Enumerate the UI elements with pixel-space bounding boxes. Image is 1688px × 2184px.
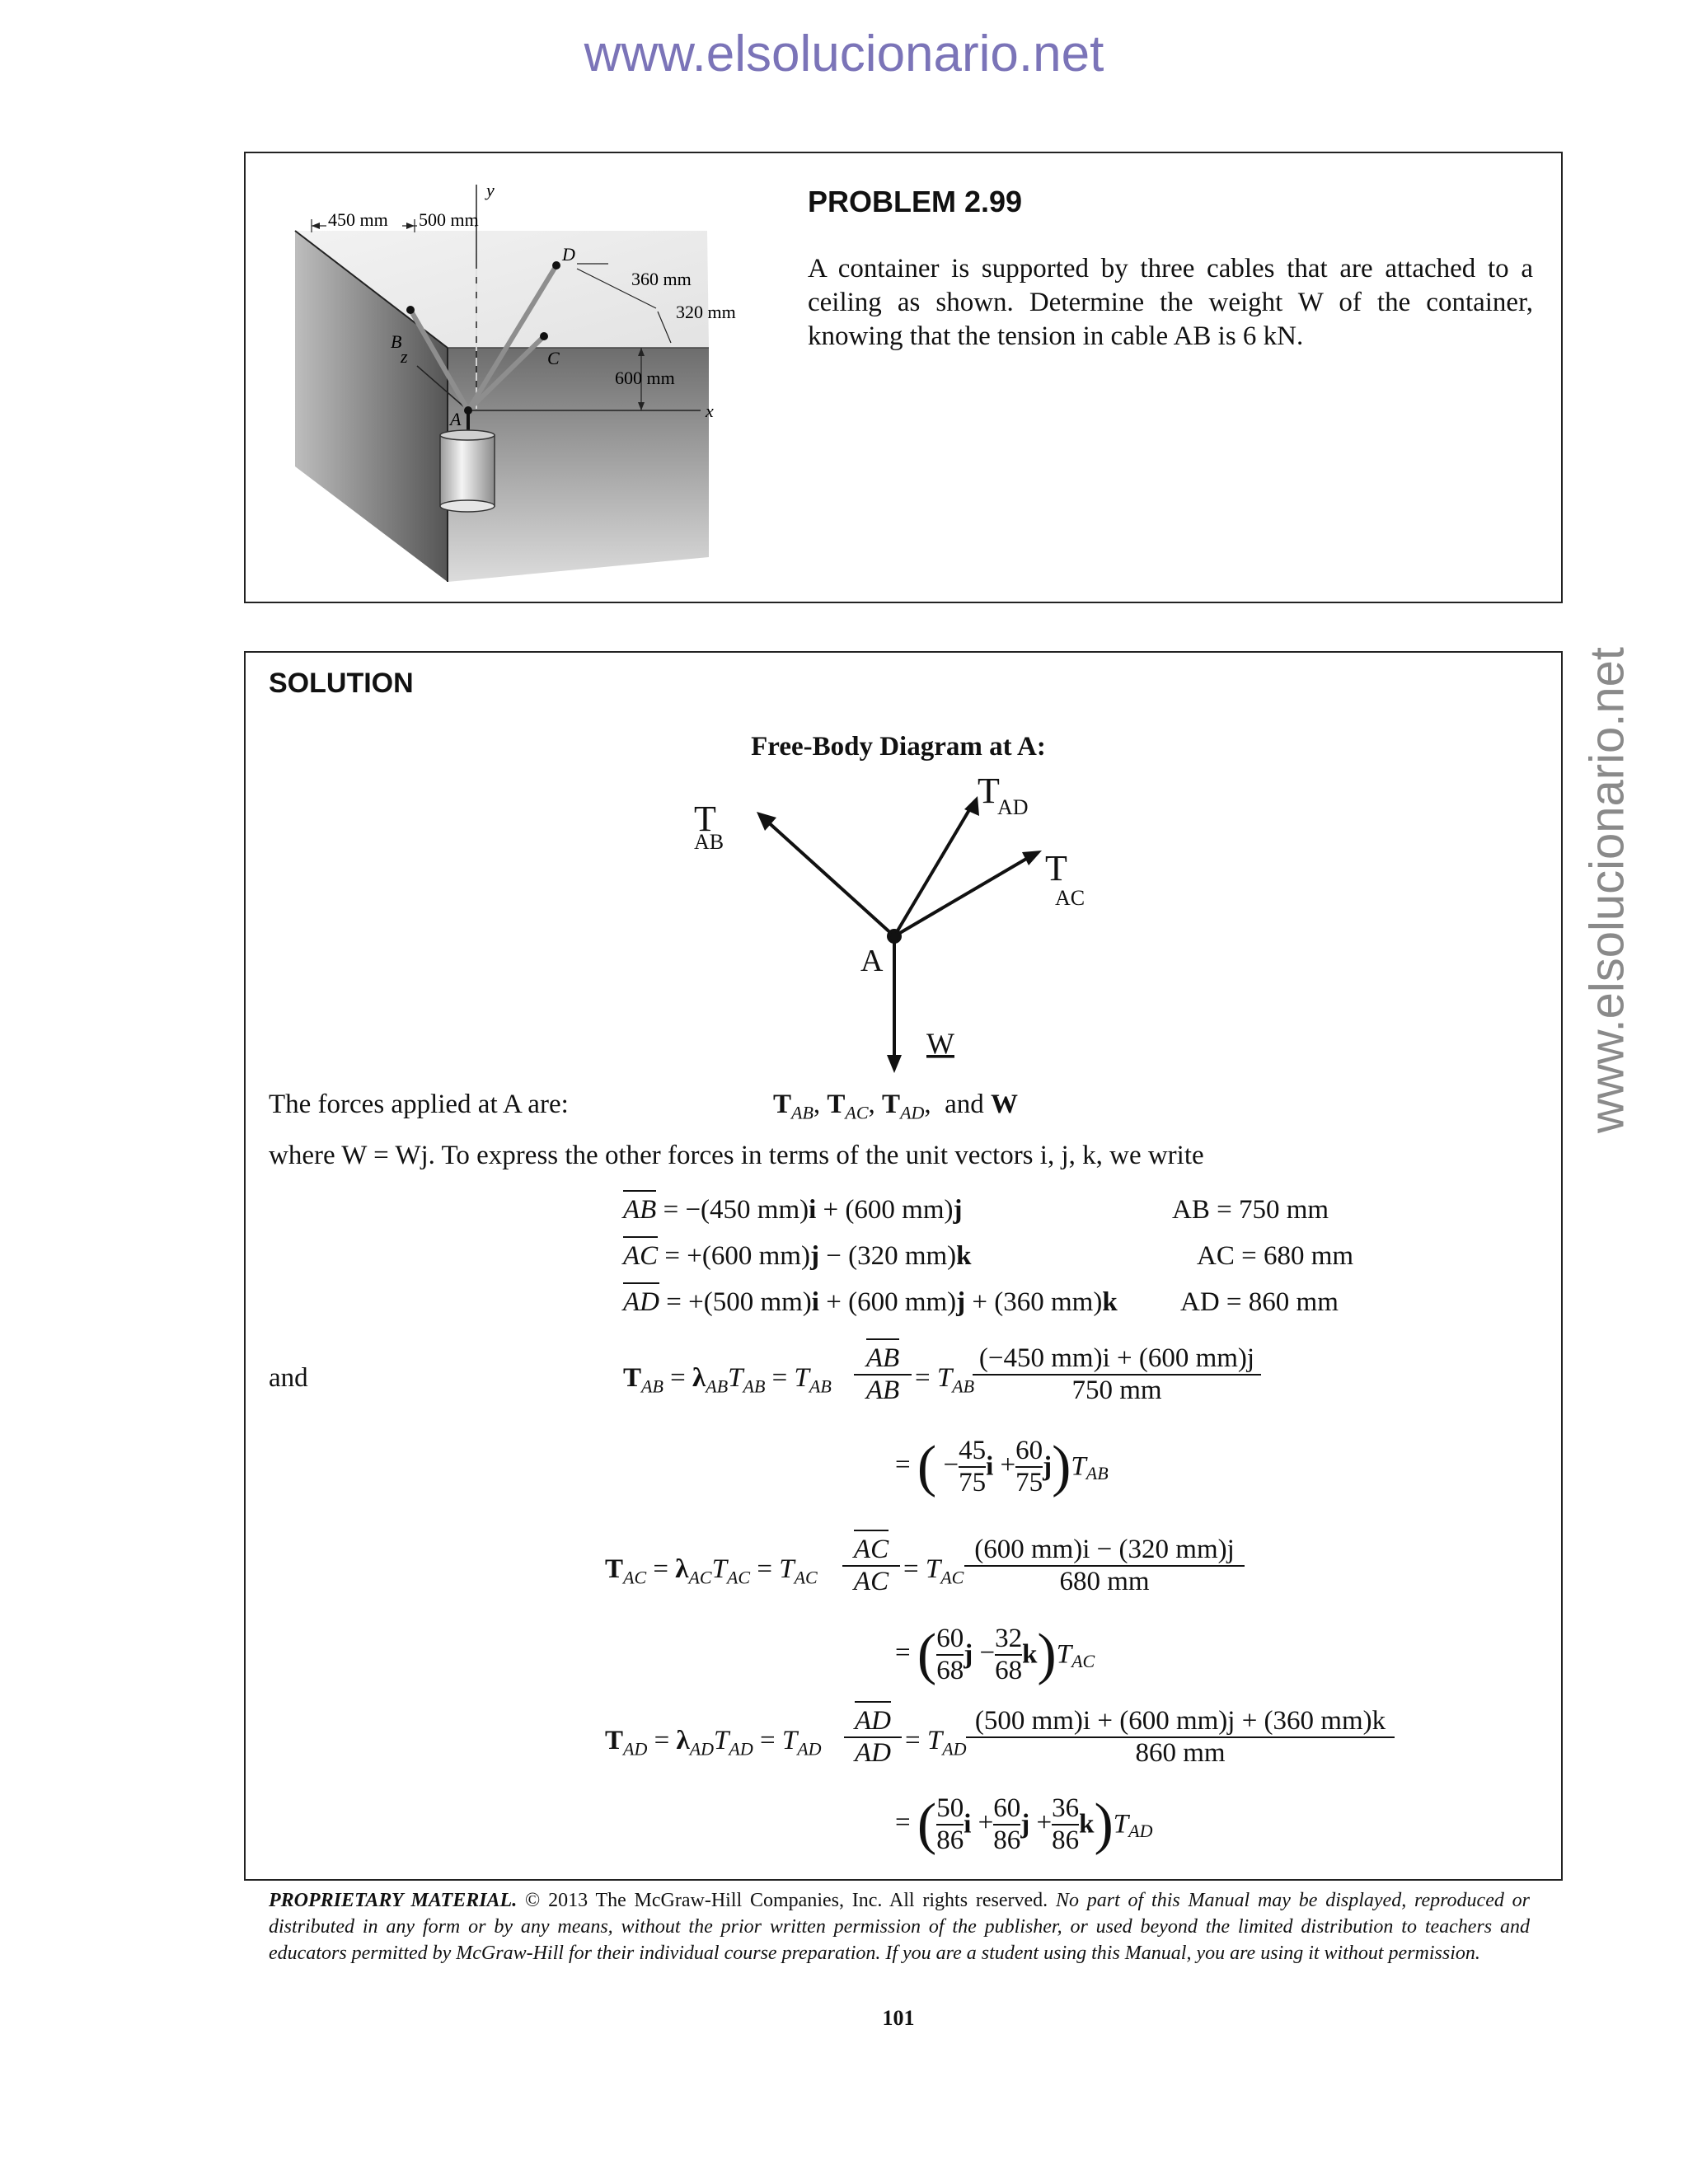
- x-label: x: [706, 401, 714, 421]
- forces-list: $T_{AB}$, $T_{AC}$, $T_{AD}$, and W: [773, 1090, 1019, 1123]
- tad-numerator: (500 mm)i + (600 mm)j + (360 mm)k: [974, 1706, 1386, 1736]
- footer-text: No part of this Manual may be displayed, reproduced or distributed in any form or by any means, without the prior written permission of the publisher, or used beyond the limited distribution to teachers and educators permitted by McGraw-Hill for their individual course preparation. If you are a student using this Manual, you are using it without permission.: [269, 1890, 1530, 1964]
- tad-denominator: 860 mm: [966, 1736, 1395, 1769]
- z-label: z: [401, 346, 408, 367]
- fbd-tab-label: T: [694, 799, 716, 839]
- length-ac: AC = 680 mm: [1197, 1241, 1354, 1271]
- tab-numerator: (−450 mm)i + (600 mm)j: [978, 1343, 1255, 1373]
- tab-frac-num: [973, 1343, 1261, 1406]
- footer-notice: [269, 1887, 1530, 1966]
- tac-denominator: 680 mm: [964, 1565, 1245, 1597]
- problem-title: PROBLEM 2.99: [808, 185, 1023, 218]
- tab-result: = ( − $\frac{45}{75}$ i + $\frac{60}{75}$ $j)T_{AB}$: [895, 1435, 1109, 1498]
- fbd-tad-sub: AD: [997, 795, 1029, 819]
- problem-box: [244, 152, 1563, 603]
- vector-ad: AD = +(500 mm)i + (600 mm)j + (360 mm)k: [623, 1287, 1118, 1318]
- vector-ab: AB = −(450 mm)i + (600 mm)j: [623, 1195, 962, 1226]
- tab-denominator: 750 mm: [973, 1374, 1261, 1406]
- free-body-diagram: [676, 766, 1137, 1080]
- tad-result: = ( $\frac{50}{86}$ i + $\frac{60}{86}$ j + $\frac{36}{86}$ $k)T_{AD}$: [895, 1793, 1153, 1856]
- fbd-w-label: W: [926, 1027, 954, 1060]
- where-line: where W = Wj. To express the other forces in terms of the unit vectors i, j, k, we write: [269, 1141, 1204, 1170]
- point-a-label: A: [450, 409, 462, 429]
- container: [440, 435, 495, 506]
- tad-frac-vec: AD AD: [844, 1706, 902, 1769]
- point-d-label: D: [562, 244, 575, 265]
- forces-intro: The forces applied at A are:: [269, 1090, 569, 1119]
- problem-text: A container is supported by three cables that are attached to a ceiling as shown. Determine the weight W of the container, knowing that the tension in cable AB is 6 kN.: [808, 254, 1533, 351]
- problem-figure: [279, 178, 806, 590]
- fbd-tac-label: T: [1045, 848, 1067, 888]
- dim-600-label: 600 mm: [615, 368, 675, 388]
- dim-450-label: 450 mm: [328, 209, 388, 230]
- tac-result: = ( $\frac{60}{68}$ j − $\frac{32}{68}$ $k)T_{AC}$: [895, 1623, 1095, 1686]
- dim-500-label: 500 mm: [419, 209, 479, 230]
- and-label: and: [269, 1363, 308, 1393]
- watermark-top: www.elsolucionario.net: [584, 26, 1104, 82]
- tac-eq2: = $T_{AC}$: [903, 1554, 964, 1588]
- tac-equation-lhs: $T_{AC} = \lambda_{AC}T_{AC} = T_{AC}$: [605, 1554, 818, 1588]
- tac-numerator: (600 mm)i − (320 mm)j: [974, 1535, 1235, 1564]
- tac-frac-num: [964, 1535, 1245, 1597]
- length-ad: AD = 860 mm: [1180, 1287, 1339, 1317]
- fbd-tab-sub: AB: [694, 830, 724, 854]
- point-c-label: C: [547, 348, 560, 368]
- y-label: y: [486, 180, 495, 200]
- solution-title: SOLUTION: [269, 668, 414, 699]
- fbd-tac-sub: AC: [1055, 886, 1085, 910]
- footer-label: PROPRIETARY MATERIAL.: [269, 1890, 518, 1911]
- tad-eq2: = $T_{AD}$: [905, 1726, 967, 1760]
- tab-frac-vec: AB AB: [854, 1343, 912, 1406]
- page-number: 101: [882, 2006, 915, 2030]
- fbd-tad-label: T: [978, 771, 1000, 811]
- tad-frac-num: [966, 1706, 1395, 1769]
- tab-eq2: = $T_{AB}$: [915, 1363, 975, 1397]
- dim-320-label: 320 mm: [676, 302, 736, 322]
- tad-equation-lhs: $T_{AD} = \lambda_{AD}T_{AD} = T_{AD}$: [605, 1726, 822, 1760]
- length-ab: AB = 750 mm: [1172, 1195, 1329, 1225]
- fbd-title: Free-Body Diagram at A:: [751, 732, 1046, 762]
- dim-360-label: 360 mm: [631, 269, 692, 289]
- footer-copyright: © 2013 The McGraw-Hill Companies, Inc. All rights reserved.: [525, 1890, 1048, 1911]
- vector-ac: AC = +(600 mm)j − (320 mm)k: [623, 1241, 972, 1272]
- point-b-label: B: [391, 331, 402, 352]
- tac-frac-vec: AC AC: [842, 1535, 900, 1597]
- fbd-a-label: A: [860, 944, 884, 978]
- tab-equation-lhs: $T_{AB} = \lambda_{AB}T_{AB} = T_{AB}$: [623, 1363, 832, 1397]
